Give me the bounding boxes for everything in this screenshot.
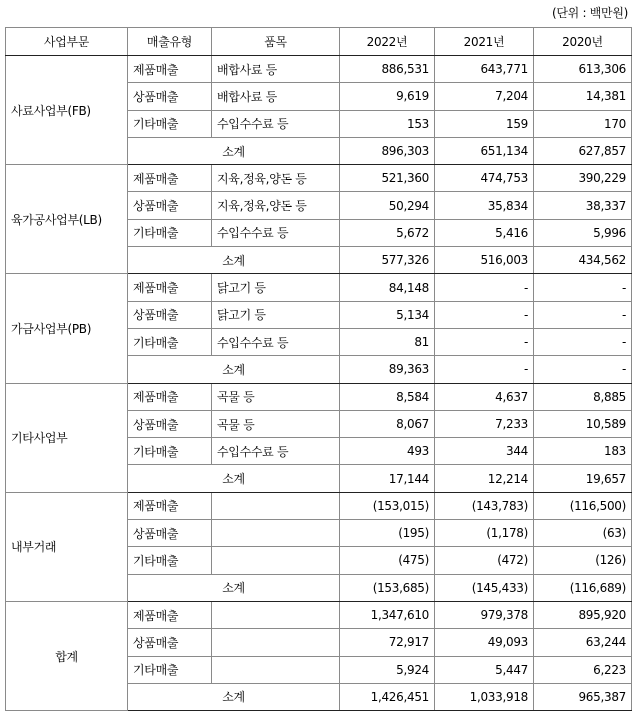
subtotal-2022-cell: 17,144 <box>340 465 435 492</box>
value-2021-cell: 5,447 <box>435 656 534 683</box>
sales-type-cell: 제품매출 <box>128 165 212 192</box>
item-cell: 배합사료 등 <box>212 56 340 83</box>
sales-type-cell: 상품매출 <box>128 520 212 547</box>
value-2021-cell: 643,771 <box>435 56 534 83</box>
subtotal-2021-cell: 651,134 <box>435 137 534 164</box>
item-cell <box>212 520 340 547</box>
value-2022-cell: 8,067 <box>340 410 435 437</box>
value-2020-cell: - <box>534 274 632 301</box>
segment-cell: 합계 <box>6 601 128 710</box>
item-cell <box>212 656 340 683</box>
value-2020-cell: 38,337 <box>534 192 632 219</box>
subtotal-2020-cell: 627,857 <box>534 137 632 164</box>
subtotal-2020-cell: - <box>534 356 632 383</box>
subtotal-2020-cell: 19,657 <box>534 465 632 492</box>
item-cell: 지육,정육,양돈 등 <box>212 165 340 192</box>
table-row <box>6 601 632 628</box>
value-2021-cell: 7,204 <box>435 83 534 110</box>
subtotal-label: 소계 <box>128 247 340 274</box>
header-segment: 사업부문 <box>6 28 128 56</box>
item-cell: 곡물 등 <box>212 410 340 437</box>
value-2020-cell: 10,589 <box>534 410 632 437</box>
item-cell <box>212 629 340 656</box>
item-cell <box>212 492 340 519</box>
header-2022: 2022년 <box>340 28 435 56</box>
subtotal-label: 소계 <box>128 574 340 601</box>
subtotal-2020-cell: (116,689) <box>534 574 632 601</box>
subtotal-2021-cell: 1,033,918 <box>435 683 534 710</box>
item-cell <box>212 547 340 574</box>
table-row <box>6 274 632 301</box>
subtotal-2022-cell: 896,303 <box>340 137 435 164</box>
item-cell: 닭고기 등 <box>212 301 340 328</box>
value-2021-cell: 979,378 <box>435 601 534 628</box>
value-2020-cell: 390,229 <box>534 165 632 192</box>
value-2021-cell: - <box>435 274 534 301</box>
table-row <box>6 165 632 192</box>
subtotal-label: 소계 <box>128 137 340 164</box>
value-2021-cell: 7,233 <box>435 410 534 437</box>
item-cell: 닭고기 등 <box>212 274 340 301</box>
value-2021-cell: (472) <box>435 547 534 574</box>
value-2021-cell: (1,178) <box>435 520 534 547</box>
value-2021-cell: 49,093 <box>435 629 534 656</box>
sales-type-cell: 기타매출 <box>128 110 212 137</box>
subtotal-label: 소계 <box>128 683 340 710</box>
value-2022-cell: (153,015) <box>340 492 435 519</box>
sales-by-segment-table <box>5 27 632 711</box>
table-row <box>6 383 632 410</box>
subtotal-2022-cell: (153,685) <box>340 574 435 601</box>
value-2020-cell: (63) <box>534 520 632 547</box>
value-2021-cell: 4,637 <box>435 383 534 410</box>
value-2021-cell: 5,416 <box>435 219 534 246</box>
segment-cell: 육가공사업부(LB) <box>6 165 128 274</box>
value-2022-cell: 521,360 <box>340 165 435 192</box>
value-2020-cell: 613,306 <box>534 56 632 83</box>
value-2020-cell: 8,885 <box>534 383 632 410</box>
header-row <box>6 28 632 56</box>
sales-type-cell: 기타매출 <box>128 547 212 574</box>
value-2021-cell: - <box>435 301 534 328</box>
sales-type-cell: 제품매출 <box>128 56 212 83</box>
sales-type-cell: 제품매출 <box>128 383 212 410</box>
value-2020-cell: 170 <box>534 110 632 137</box>
value-2022-cell: 1,347,610 <box>340 601 435 628</box>
value-2020-cell: - <box>534 328 632 355</box>
sales-type-cell: 상품매출 <box>128 83 212 110</box>
header-item: 품목 <box>212 28 340 56</box>
table-row <box>6 56 632 83</box>
value-2020-cell: 63,244 <box>534 629 632 656</box>
sales-type-cell: 상품매출 <box>128 410 212 437</box>
value-2020-cell: 183 <box>534 438 632 465</box>
sales-type-cell: 기타매출 <box>128 656 212 683</box>
item-cell: 수입수수료 등 <box>212 438 340 465</box>
item-cell: 지육,정육,양돈 등 <box>212 192 340 219</box>
item-cell: 곡물 등 <box>212 383 340 410</box>
value-2020-cell: (116,500) <box>534 492 632 519</box>
subtotal-label: 소계 <box>128 465 340 492</box>
sales-type-cell: 제품매출 <box>128 601 212 628</box>
value-2021-cell: 159 <box>435 110 534 137</box>
value-2021-cell: 35,834 <box>435 192 534 219</box>
header-2020: 2020년 <box>534 28 632 56</box>
value-2022-cell: 493 <box>340 438 435 465</box>
value-2020-cell: - <box>534 301 632 328</box>
value-2021-cell: (143,783) <box>435 492 534 519</box>
sales-type-cell: 기타매출 <box>128 438 212 465</box>
segment-cell: 가금사업부(PB) <box>6 274 128 383</box>
unit-label: (단위 : 백만원) <box>552 6 628 20</box>
value-2022-cell: (195) <box>340 520 435 547</box>
subtotal-2020-cell: 965,387 <box>534 683 632 710</box>
subtotal-2022-cell: 1,426,451 <box>340 683 435 710</box>
subtotal-2021-cell: 12,214 <box>435 465 534 492</box>
header-2021: 2021년 <box>435 28 534 56</box>
value-2020-cell: (126) <box>534 547 632 574</box>
value-2022-cell: 81 <box>340 328 435 355</box>
sales-type-cell: 제품매출 <box>128 492 212 519</box>
header-sales-type: 매출유형 <box>128 28 212 56</box>
sales-type-cell: 기타매출 <box>128 219 212 246</box>
sales-type-cell: 상품매출 <box>128 301 212 328</box>
value-2022-cell: 5,924 <box>340 656 435 683</box>
value-2022-cell: 84,148 <box>340 274 435 301</box>
item-cell: 수입수수료 등 <box>212 219 340 246</box>
sales-type-cell: 상품매출 <box>128 629 212 656</box>
segment-cell: 내부거래 <box>6 492 128 601</box>
segment-cell: 사료사업부(FB) <box>6 56 128 165</box>
value-2022-cell: 72,917 <box>340 629 435 656</box>
value-2022-cell: 153 <box>340 110 435 137</box>
value-2020-cell: 6,223 <box>534 656 632 683</box>
subtotal-2022-cell: 577,326 <box>340 247 435 274</box>
item-cell: 수입수수료 등 <box>212 328 340 355</box>
item-cell: 배합사료 등 <box>212 83 340 110</box>
sales-type-cell: 제품매출 <box>128 274 212 301</box>
value-2022-cell: (475) <box>340 547 435 574</box>
value-2022-cell: 50,294 <box>340 192 435 219</box>
subtotal-2020-cell: 434,562 <box>534 247 632 274</box>
sales-type-cell: 기타매출 <box>128 328 212 355</box>
item-cell: 수입수수료 등 <box>212 110 340 137</box>
subtotal-2021-cell: - <box>435 356 534 383</box>
item-cell <box>212 601 340 628</box>
sales-type-cell: 상품매출 <box>128 192 212 219</box>
value-2020-cell: 5,996 <box>534 219 632 246</box>
value-2021-cell: 344 <box>435 438 534 465</box>
subtotal-label: 소계 <box>128 356 340 383</box>
value-2022-cell: 886,531 <box>340 56 435 83</box>
value-2020-cell: 14,381 <box>534 83 632 110</box>
table-row <box>6 492 632 519</box>
value-2020-cell: 895,920 <box>534 601 632 628</box>
value-2021-cell: 474,753 <box>435 165 534 192</box>
value-2022-cell: 9,619 <box>340 83 435 110</box>
value-2022-cell: 8,584 <box>340 383 435 410</box>
table-body <box>6 56 632 711</box>
value-2021-cell: - <box>435 328 534 355</box>
value-2022-cell: 5,134 <box>340 301 435 328</box>
segment-cell: 기타사업부 <box>6 383 128 492</box>
subtotal-2022-cell: 89,363 <box>340 356 435 383</box>
value-2022-cell: 5,672 <box>340 219 435 246</box>
subtotal-2021-cell: 516,003 <box>435 247 534 274</box>
subtotal-2021-cell: (145,433) <box>435 574 534 601</box>
